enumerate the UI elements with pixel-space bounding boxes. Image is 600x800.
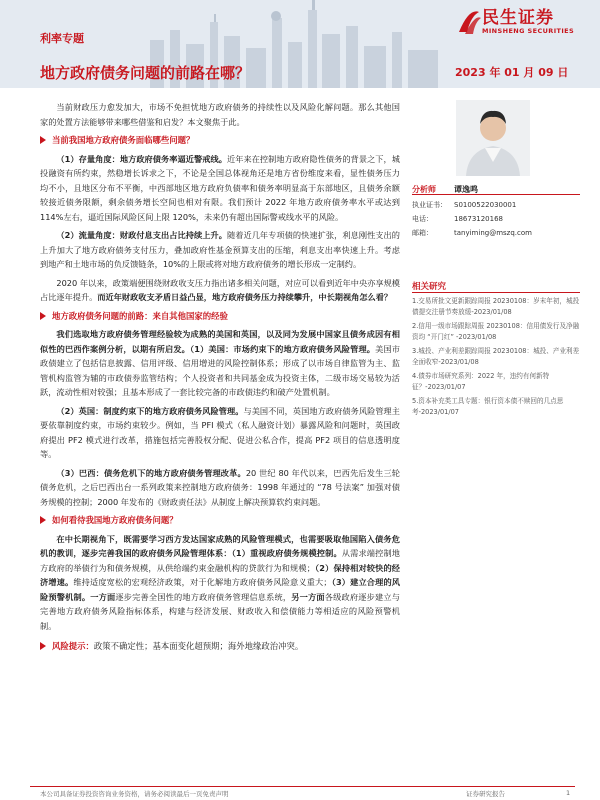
paragraph-text: 20 世纪 80 年代以来，巴西先后发生三轮债务危机，之后巴西出台一系列政策来控制地方政府债务：1998 年通过的 “78 号法案” 加强对债务规模的控制；2000 年发布的《财政责任法》从制度上解决预算软约束问题。	[40, 467, 400, 507]
person-portrait-icon	[456, 100, 530, 176]
analyst-photo	[456, 100, 530, 176]
bold-lead: （3）巴西：债务危机下的地方政府债务管理改革。	[56, 467, 246, 478]
cert-label: 执业证书：	[412, 201, 447, 209]
related-research-list	[412, 296, 580, 421]
report-date: 2023 年 01 月 09 日	[455, 66, 569, 79]
section-heading	[40, 133, 400, 148]
paragraph	[40, 327, 400, 400]
cert-value: S0100522030001	[454, 201, 517, 209]
paragraph	[40, 152, 400, 225]
paragraph-text: 2020 年以来，政策端便围绕财政收支压力指出诸多相关问题，对应可以看到近年中央亦享规模占比逐年提升。	[40, 277, 400, 302]
paragraph	[40, 532, 400, 634]
bold-lead: （2）流量角度：财政付息支出占比持续上升。	[56, 230, 227, 240]
related-item[interactable]: 5.资本补充类工具专题：银行资本债不赎回的几点思考-2023/01/07	[412, 397, 564, 416]
phone-value: 18673120168	[454, 215, 503, 223]
bold-text: （2）保持相对较快的经济增速。	[40, 562, 400, 587]
logo-text: 民生证券	[482, 8, 554, 28]
analyst-label: 分析师	[412, 185, 436, 194]
divider	[412, 292, 580, 293]
email-label: 邮箱：	[412, 229, 433, 237]
paragraph-text: 与美国不同，英国地方政府债务风险管理主要依靠制度约束，市场约束较少。例如，当 PFI 模式（私人融资计划）暴露风险和问题时，英国政府提出 PF2 模式进行改革，措施包括完善股权分配、促进公私合作，提高 PF2 项目的信息透明度等。	[40, 405, 400, 459]
paragraph	[40, 276, 400, 305]
bold-lead: 在中长期视角下，既需要学习西方发达国家成熟的风险管理模式，也需要吸取他国陷入债务危机的教训，逐步完善我国的政府债务风险管理体系：（1）重视政府债务规模控制。	[40, 533, 400, 558]
intro-paragraph: 当前财政压力愈发加大，市场不免担忧地方政府债务的持续性以及风险化解问题。那么其他国家的处置方法能够带来哪些借鉴和启发？本文聚焦于此。	[40, 102, 400, 127]
section-heading-text: 如何看待我国地方政府债务问题？	[52, 515, 178, 525]
divider	[412, 194, 580, 195]
paragraph-text: 从需求端控制地方政府的举债行为和债务规模，从供给端约束金融机构的贷款行为和规模；	[40, 548, 400, 573]
email-row	[412, 228, 532, 238]
section-heading-text: 当前我国地方政府债务面临哪些问题？	[52, 135, 195, 145]
cert-row	[412, 200, 516, 210]
bold-text: （3）建立合理的风险预警机制。一方面	[40, 577, 400, 602]
report-category: 利率专题	[40, 32, 84, 45]
related-item[interactable]: 2.信用一级市场跟踪周报 20230108：信用债发行及净融资均 “开门红” -2023/01/08	[412, 322, 580, 341]
footer-disclaimer: 本公司具备证券投资咨询业务资格，请务必阅读最后一页免责声明	[40, 790, 229, 798]
bullet-triangle-icon	[40, 312, 46, 320]
paragraph	[40, 404, 400, 462]
related-item[interactable]: 4.债券市场研究系列：2022 年，违约有何新特征？-2023/01/07	[412, 372, 550, 391]
related-item[interactable]: 3.城投、产业利差跟踪周报 20230108：城投、产业利差全面收窄-2023/01/08	[412, 347, 580, 366]
paragraph-text: 维持适度宽松的宏观经济政策，对于化解地方政府债务风险意义重大；	[73, 577, 332, 587]
bold-lead: （2）英国：制度约束下的地方政府债务风险管理。	[56, 405, 244, 416]
phone-row	[412, 214, 503, 224]
risk-label: 风险提示：	[52, 641, 94, 651]
report-title: 地方政府债务问题的前路在哪？	[40, 64, 251, 82]
paragraph-text: 各级政府逐步建立与完善地方政府债务风险指标体系，构建与经济发展、财政收入和偿债能力等相适应的风险预警机制。	[40, 591, 400, 631]
footer-doc-type: 证券研究报告	[466, 790, 505, 798]
section-heading	[40, 513, 400, 528]
related-item[interactable]: 1.交易所批文更新跟踪周报 20230108：岁末年初，城投债提交注册节奏放缓-2023/01/08	[412, 297, 580, 316]
paragraph	[40, 466, 400, 510]
paragraph	[40, 228, 400, 272]
related-research-title: 相关研究	[412, 282, 447, 292]
paragraph-text: 近年来在控制地方政府隐性债务的背景之下，城投融资有所约束，然稳增长诉求之下，不论是全国总体视角还是地方省份维度来看，显性债务压力均不小，且地区分布不平衡，中西部地区地方政府负债率和债务率明显高于东部地区，且债务余额较接近债务限额，剩余债务增长空间也相对有限。我们预计 2022 年地方政府债务率水平或达到 114%左右，逼近国际风险区间上限 120%，未来仍有超出国际警戒线水平的风险。	[40, 153, 400, 222]
section-heading	[40, 309, 400, 324]
main-content	[40, 100, 400, 658]
paragraph-text: 逐步完善全国性的地方政府债务管理信息系统，	[115, 591, 292, 602]
analyst-name: 谭逸鸣	[454, 185, 478, 194]
bold-lead: 我们选取地方政府债务管理经验较为成熟的美国和英国，以及同为发展中国家且债务成因有相似性的巴西作案例分析，以期有所启发。（1）美国：市场约束下的地方政府债务风险管理。	[40, 329, 400, 354]
footer-divider	[30, 786, 575, 787]
bold-lead: （1）存量角度：地方政府债务率逼近警戒线。	[56, 153, 227, 164]
bullet-triangle-icon	[40, 516, 46, 524]
paragraph-text: 美国市政债建立了包括信息披露、信用评级、信用增进的风险控制体系；形成了以市场自律监管为主、监管机构监管为辅的市政债券监管结构；个人投资者和共同基金成为投资主体，二级市场交易较为活跃，流动性相对较强；且基本形成了一套比较完备的市政债违约和破产处置机制。	[40, 343, 400, 397]
risk-warning	[40, 639, 400, 654]
phone-label: 电话：	[412, 215, 433, 223]
risk-text: 政策不确定性；基本面变化超预期；海外地缘政治冲突。	[93, 641, 304, 651]
header-banner	[0, 0, 600, 88]
bold-text: 另一方面	[291, 591, 325, 602]
bold-text: 而近年财政收支矛盾日益凸显，地方政府债务压力持续攀升，中长期视角怎么看？	[97, 292, 393, 302]
email-value[interactable]: tanyiming@mszq.com	[454, 229, 532, 237]
page-number: 1	[566, 789, 571, 797]
logo-subtext: MINSHENG SECURITIES	[482, 27, 575, 35]
bullet-triangle-icon	[40, 642, 46, 650]
bullet-triangle-icon	[40, 136, 46, 144]
section-heading-text: 地方政府债务问题的前路：来自其他国家的经验	[52, 310, 228, 321]
paragraph-text: 随着近几年专项债的快速扩张，利息刚性支出的上升加大了地方政府债务支付压力，叠加政府性基金预算支出的压缩，利息支出率快速上升。考虑到地产和土地市场的负反馈链条，10%的上限或将对地方政府债务的增长形成一定制约。	[40, 230, 400, 269]
